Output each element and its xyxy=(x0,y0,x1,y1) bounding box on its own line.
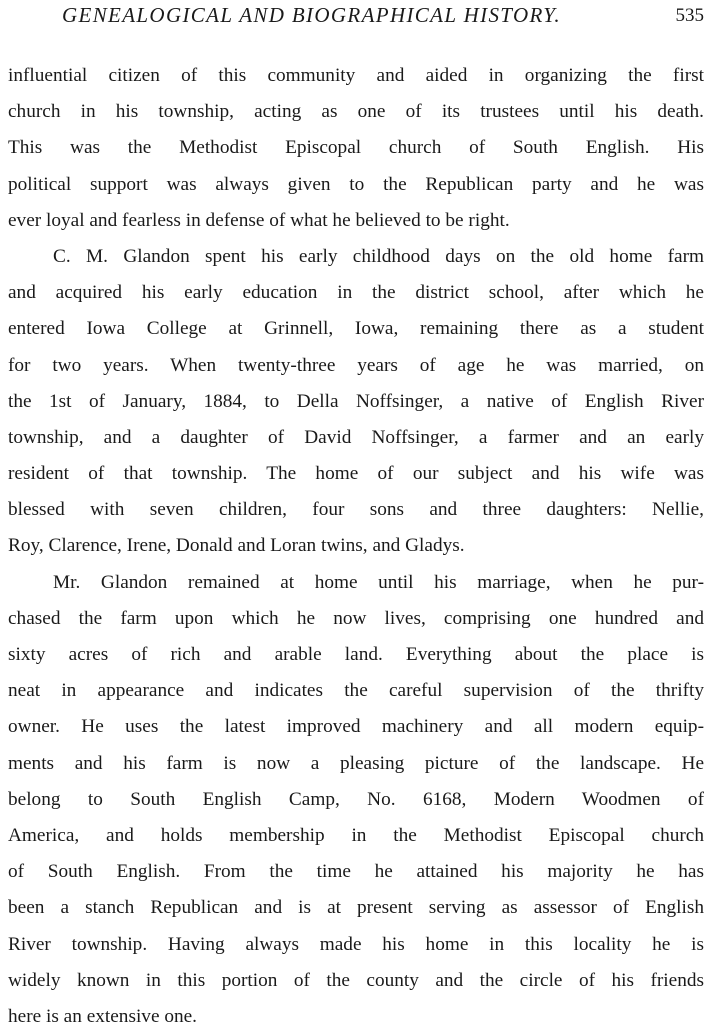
text-line: church in his township, acting as one of its trustees until his death. xyxy=(8,101,704,123)
text-line: of South English. From the time he attained his majority he has xyxy=(8,861,704,883)
text-line: the 1st of January, 1884, to Della Noffsinger, a native of English River xyxy=(8,390,704,412)
text-line: owner. He uses the latest improved machinery and all modern equip- xyxy=(8,716,704,738)
text-line: and acquired his early education in the district school, after which he xyxy=(8,282,704,304)
text-line: influential citizen of this community and aided in organizing the first xyxy=(8,65,704,86)
page-header xyxy=(0,3,712,33)
text-line: blessed with seven children, four sons and three daughters: Nellie, xyxy=(8,499,704,521)
text-line: Roy, Clarence, Irene, Donald and Loran twins, and Gladys. xyxy=(8,535,465,557)
text-line: C. M. Glandon spent his early childhood days on the old home farm xyxy=(53,245,704,267)
text-line: entered Iowa College at Grinnell, Iowa, remaining there as a student xyxy=(8,318,704,340)
text-line: been a stanch Republican and is at present serving as assessor of English xyxy=(8,897,704,919)
text-line: ments and his farm is now a pleasing picture of the landscape. He xyxy=(8,752,704,774)
running-title: GENEALOGICAL AND BIOGRAPHICAL HISTORY. xyxy=(62,3,561,27)
text-line: This was the Methodist Episcopal church of South English. His xyxy=(8,137,704,159)
body-text xyxy=(8,58,704,1035)
text-line: here is an extensive one. xyxy=(8,1005,197,1027)
text-line: sixty acres of rich and arable land. Everything about the place is xyxy=(8,644,704,665)
text-line: widely known in this portion of the county and the circle of his friends xyxy=(8,969,704,991)
text-line: Mr. Glandon remained at home until his marriage, when he pur- xyxy=(53,571,704,593)
text-line: River township. Having always made his home in this locality he is xyxy=(8,933,704,955)
text-line: resident of that township. The home of our subject and his wife was xyxy=(8,463,704,485)
text-line: political support was always given to the Republican party and he was xyxy=(8,173,704,195)
text-line: neat in appearance and indicates the careful supervision of the thrifty xyxy=(8,680,704,702)
text-line: belong to South English Camp, No. 6168, Modern Woodmen of xyxy=(8,788,704,810)
text-line: township, and a daughter of David Noffsinger, a farmer and an early xyxy=(8,426,704,448)
text-line: ever loyal and fearless in defense of what he believed to be right. xyxy=(8,209,510,231)
text-line: chased the farm upon which he now lives, comprising one hundred and xyxy=(8,607,704,629)
text-line: for two years. When twenty-three years of age he was married, on xyxy=(8,354,704,376)
page-number: 535 xyxy=(675,5,704,26)
text-line: America, and holds membership in the Methodist Episcopal church xyxy=(8,824,704,846)
